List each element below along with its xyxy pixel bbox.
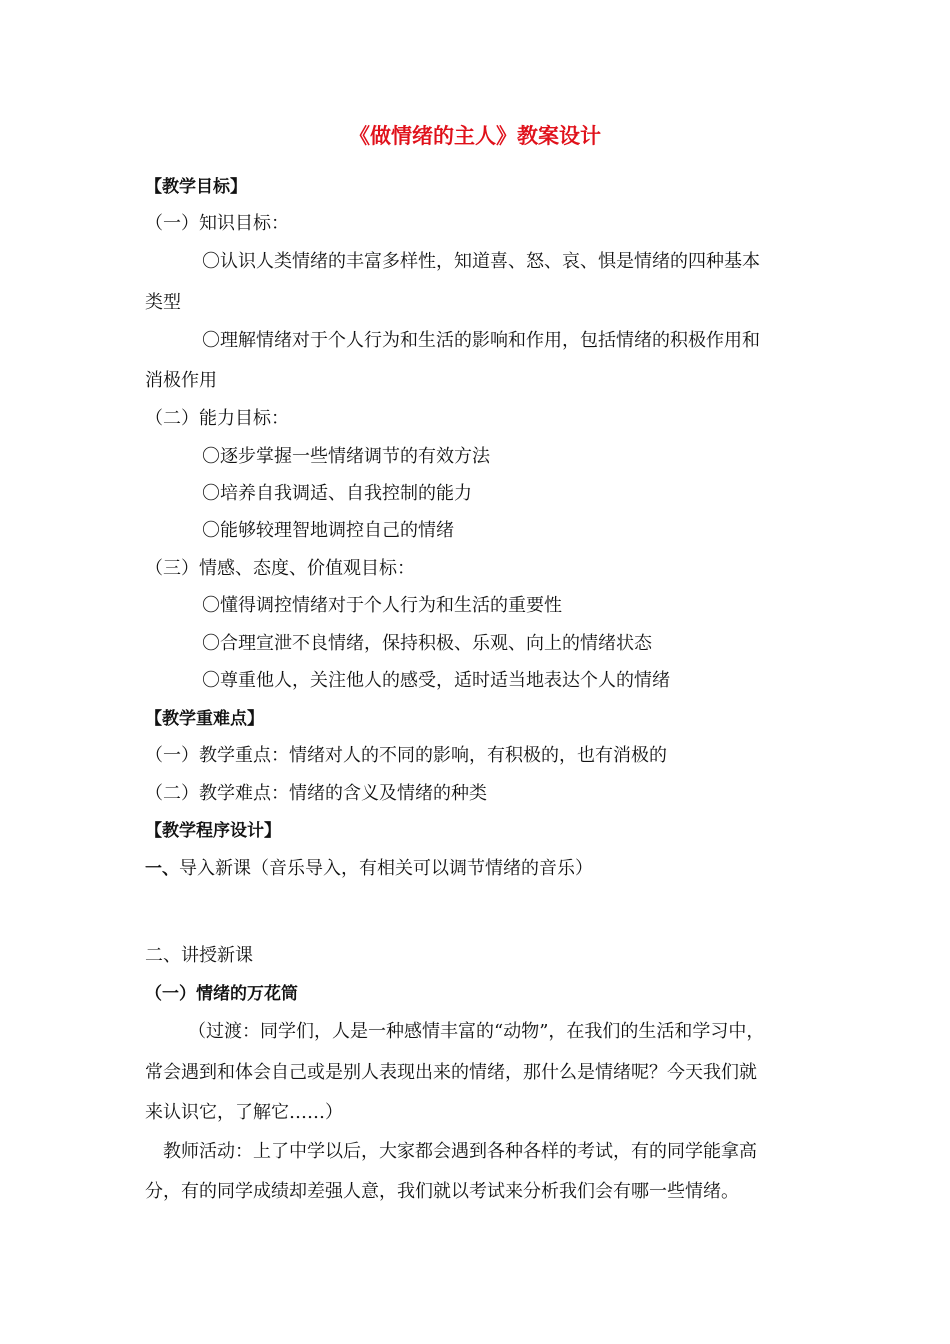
step-1-text: 导入新课（音乐导入，有相关可以调节情绪的音乐） bbox=[179, 858, 593, 879]
paragraph-1-line-2: 常会遇到和体会自己或是别人表现出来的情绪，那什么是情绪呢？今天我们就 bbox=[145, 1062, 757, 1083]
emotion-item-2: 〇合理宣泄不良情绪，保持积极、乐观、向上的情绪状态 bbox=[202, 633, 652, 654]
paragraph-1-line-1: （过渡：同学们，人是一种感情丰富的“动物”，在我们的生活和学习中， bbox=[188, 1021, 765, 1042]
ability-item-1: 〇逐步掌握一些情绪调节的有效方法 bbox=[202, 446, 490, 467]
step-2: 二、讲授新课 bbox=[145, 945, 253, 966]
knowledge-item-2: 〇理解情绪对于个人行为和生活的影响和作用，包括情绪的积极作用和 bbox=[202, 330, 760, 351]
key-heading: 【教学重难点】 bbox=[145, 709, 264, 729]
ability-item-2: 〇培养自我调适、自我控制的能力 bbox=[202, 483, 472, 504]
emotion-heading: （三）情感、态度、价值观目标： bbox=[145, 558, 415, 579]
emotion-item-1: 〇懂得调控情绪对于个人行为和生活的重要性 bbox=[202, 595, 562, 616]
emotion-item-3: 〇尊重他人，关注他人的感受，适时适当地表达个人的情绪 bbox=[202, 670, 670, 691]
key-point-2: （二）教学难点：情绪的含义及情绪的种类 bbox=[145, 783, 487, 804]
ability-heading: （二）能力目标： bbox=[145, 408, 289, 429]
step-1 bbox=[145, 857, 593, 881]
key-point-1: （一）教学重点：情绪对人的不同的影响，有积极的，也有消极的 bbox=[145, 745, 667, 766]
knowledge-item-1: 〇认识人类情绪的丰富多样性，知道喜、怒、哀、惧是情绪的四种基本 bbox=[202, 251, 760, 272]
subsection-heading: （一）情绪的万花筒 bbox=[145, 984, 298, 1004]
knowledge-item-2-cont: 消极作用 bbox=[145, 370, 217, 391]
ability-item-3: 〇能够较理智地调控自己的情绪 bbox=[202, 520, 454, 541]
knowledge-item-1-cont: 类型 bbox=[145, 292, 181, 313]
page-title: 《做情绪的主人》教案设计 bbox=[349, 123, 601, 148]
paragraph-2-line-2: 分，有的同学成绩却差强人意，我们就以考试来分析我们会有哪一些情绪。 bbox=[145, 1181, 739, 1202]
goals-heading: 【教学目标】 bbox=[145, 177, 247, 197]
paragraph-1-line-3: 来认识它，了解它……） bbox=[145, 1102, 343, 1123]
knowledge-heading: （一）知识目标： bbox=[145, 213, 289, 234]
procedure-heading: 【教学程序设计】 bbox=[145, 821, 281, 841]
paragraph-2-line-1: 教师活动：上了中学以后，大家都会遇到各种各样的考试，有的同学能拿高 bbox=[163, 1141, 757, 1162]
step-1-number: 一、 bbox=[145, 859, 179, 879]
